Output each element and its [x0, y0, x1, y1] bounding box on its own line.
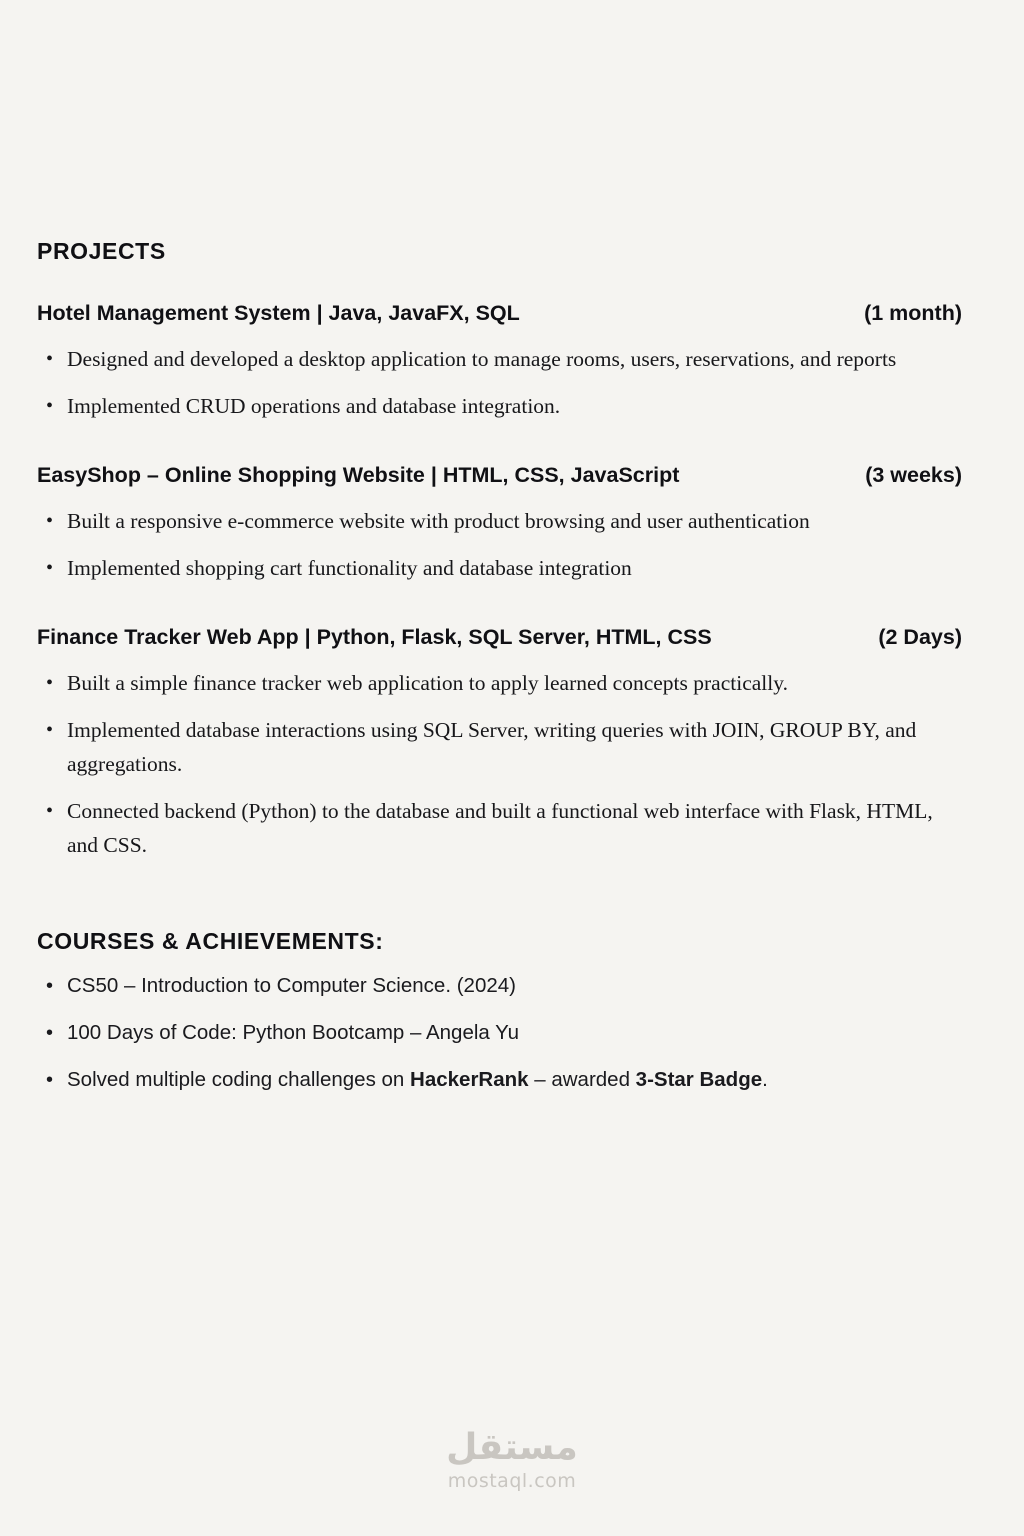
- project-title: Finance Tracker Web App | Python, Flask, SQL Server, HTML, CSS: [37, 625, 712, 649]
- project-title: EasyShop – Online Shopping Website | HTML, CSS, JavaScript: [37, 463, 680, 487]
- project-title: Hotel Management System | Java, JavaFX, SQL: [37, 301, 520, 325]
- hackerrank-suffix: .: [762, 1068, 768, 1091]
- project-entry-hotel-management: [37, 301, 962, 423]
- course-bullet-hackerrank: [37, 1065, 962, 1095]
- mostaql-watermark: [0, 1428, 1024, 1492]
- project-bullet: • Built a simple finance tracker web application to apply learned concepts practically.: [37, 666, 962, 700]
- course-bullet-cs50: • CS50 – Introduction to Computer Science. (2024): [37, 971, 962, 1001]
- project-entry-easyshop: [37, 463, 962, 585]
- project-header: [37, 301, 962, 326]
- course-bullet-100-days: • 100 Days of Code: Python Bootcamp – Angela Yu: [37, 1018, 962, 1048]
- project-bullet-list: [37, 666, 962, 862]
- project-bullet: • Designed and developed a desktop application to manage rooms, users, reservations, and reports: [37, 342, 962, 376]
- project-bullet: • Implemented CRUD operations and database integration.: [37, 389, 962, 423]
- hackerrank-bold: HackerRank: [410, 1068, 529, 1091]
- hackerrank-prefix: Solved multiple coding challenges on: [67, 1068, 411, 1091]
- project-duration: (3 weeks): [865, 463, 962, 487]
- courses-heading: COURSES & ACHIEVEMENTS:: [37, 928, 384, 954]
- mostaql-logo-text: مستقل: [446, 1427, 578, 1468]
- projects-heading: PROJECTS: [37, 238, 166, 264]
- project-bullet: • Built a responsive e-commerce website with product browsing and user authentication: [37, 504, 962, 538]
- project-header: [37, 625, 962, 650]
- courses-achievements-section: [37, 928, 962, 1095]
- project-duration: (2 Days): [878, 625, 962, 649]
- project-bullet: • Implemented database interactions using SQL Server, writing queries with JOIN, GROUP BY, and aggregations.: [37, 713, 962, 781]
- courses-bullet-list: [37, 971, 962, 1095]
- project-entry-finance-tracker: [37, 625, 962, 862]
- mostaql-site-text: mostaql.com: [447, 1470, 577, 1492]
- project-bullet-list: [37, 504, 962, 585]
- hackerrank-middle: – awarded: [528, 1068, 636, 1091]
- project-bullet-list: [37, 342, 962, 423]
- project-bullet: • Connected backend (Python) to the database and built a functional web interface with Flask, HTML, and CSS.: [37, 794, 962, 862]
- project-bullet: • Implemented shopping cart functionality and database integration: [37, 551, 962, 585]
- project-header: [37, 463, 962, 488]
- badge-bold: 3-Star Badge: [635, 1068, 763, 1091]
- project-duration: (1 month): [864, 301, 962, 325]
